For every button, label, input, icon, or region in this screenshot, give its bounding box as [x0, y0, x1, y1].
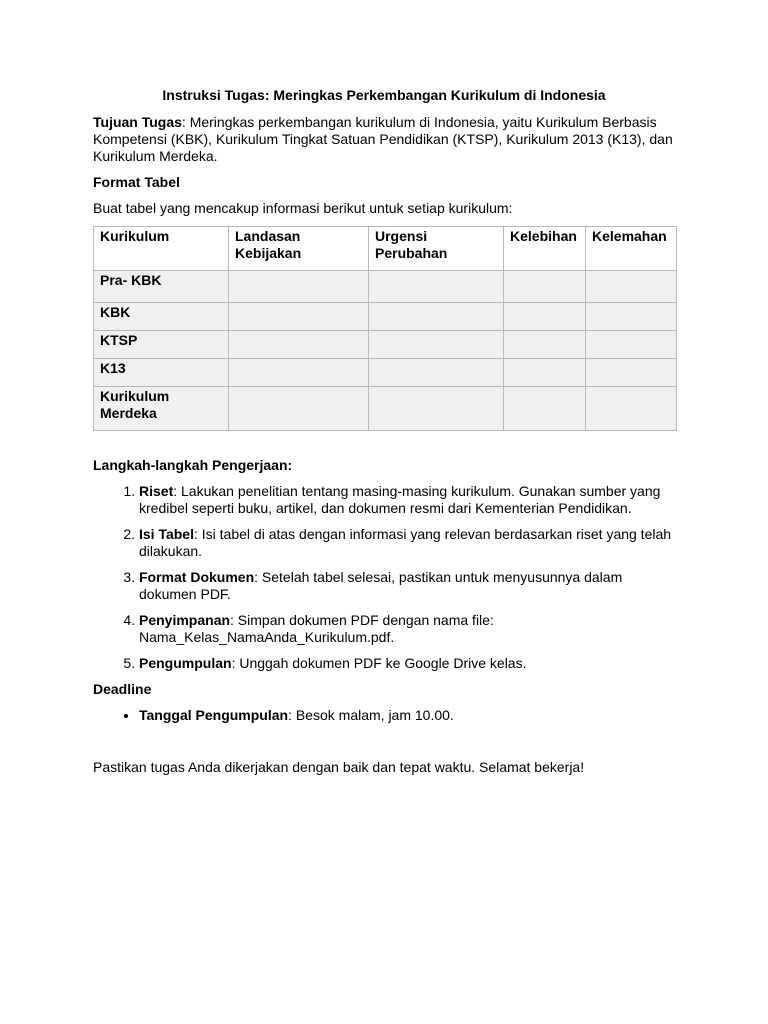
table-cell	[586, 303, 677, 331]
table-cell	[504, 331, 586, 359]
table-cell	[229, 271, 369, 303]
table-row	[94, 359, 677, 387]
step-label: Penyimpanan	[139, 612, 231, 628]
row-label-k13: K13	[94, 359, 229, 387]
step-text: : Isi tabel di atas dengan informasi yang relevan berdasarkan riset yang telah dilakukan.	[139, 526, 672, 559]
table-row	[94, 387, 677, 431]
table-cell	[504, 303, 586, 331]
deadline-item	[139, 707, 675, 724]
step-text: : Simpan dokumen PDF dengan nama file: Nama_Kelas_NamaAnda_Kurikulum.pdf.	[139, 612, 494, 645]
header-kurikulum: Kurikulum	[94, 227, 229, 271]
row-label-kbk: KBK	[94, 303, 229, 331]
document-page	[93, 87, 675, 776]
table-cell	[586, 387, 677, 431]
step-label: Pengumpulan	[139, 655, 232, 671]
table-cell	[229, 387, 369, 431]
step-text: : Unggah dokumen PDF ke Google Drive kelas.	[231, 655, 527, 671]
purpose-paragraph	[93, 114, 675, 165]
table-cell	[586, 331, 677, 359]
steps-heading: Langkah-langkah Pengerjaan:	[93, 457, 293, 473]
step-label: Isi Tabel	[139, 526, 194, 542]
closing-text: Pastikan tugas Anda dikerjakan dengan baik dan tepat waktu. Selamat bekerja!	[93, 759, 585, 775]
step-label: Format Dokumen	[139, 569, 255, 585]
header-kelebihan: Kelebihan	[504, 227, 586, 271]
steps-list	[93, 483, 675, 672]
step-item	[139, 655, 675, 672]
deadline-label: Tanggal Pengumpulan	[139, 707, 289, 723]
purpose-label: Tujuan Tugas	[93, 114, 182, 130]
row-label-pra-kbk: Pra- KBK	[94, 271, 229, 303]
deadline-heading: Deadline	[93, 681, 152, 697]
step-text: : Lakukan penelitian tentang masing-masing kurikulum. Gunakan sumber yang kredibel seperti buku, artikel, dan dokumen resmi dari Kementerian Pendidikan.	[139, 483, 661, 516]
table-cell	[504, 359, 586, 387]
table-cell	[369, 331, 504, 359]
step-item	[139, 612, 675, 646]
step-item	[139, 569, 675, 603]
row-label-kurikulum-merdeka: Kurikulum Merdeka	[94, 387, 229, 431]
table-cell	[504, 387, 586, 431]
page-title: Instruksi Tugas: Meringkas Perkembangan Kurikulum di Indonesia	[162, 87, 606, 103]
format-heading: Format Tabel	[93, 174, 180, 190]
step-item	[139, 483, 675, 517]
curriculum-table	[93, 226, 677, 431]
table-cell	[586, 359, 677, 387]
step-label: Riset	[139, 483, 174, 499]
step-text: : Setelah tabel selesai, pastikan untuk menyusunnya dalam dokumen PDF.	[139, 569, 623, 602]
table-cell	[504, 271, 586, 303]
table-row	[94, 303, 677, 331]
table-row	[94, 271, 677, 303]
format-intro: Buat tabel yang mencakup informasi berikut untuk setiap kurikulum:	[93, 200, 513, 216]
table-header-row	[94, 227, 677, 271]
row-label-ktsp: KTSP	[94, 331, 229, 359]
table-cell	[369, 359, 504, 387]
table-cell	[369, 387, 504, 431]
table-cell	[229, 331, 369, 359]
header-landasan-kebijakan: Landasan Kebijakan	[229, 227, 369, 271]
deadline-list	[93, 707, 675, 724]
table-cell	[369, 303, 504, 331]
step-item	[139, 526, 675, 560]
deadline-text: : Besok malam, jam 10.00.	[288, 707, 454, 723]
table-cell	[586, 271, 677, 303]
table-cell	[369, 271, 504, 303]
header-urgensi-perubahan: Urgensi Perubahan	[369, 227, 504, 271]
table-cell	[229, 359, 369, 387]
table-cell	[229, 303, 369, 331]
table-row	[94, 331, 677, 359]
header-kelemahan: Kelemahan	[586, 227, 677, 271]
purpose-text: : Meringkas perkembangan kurikulum di Indonesia, yaitu Kurikulum Berbasis Kompetensi (KBK), Kurikulum Tingkat Satuan Pendidikan (KTSP), Kurikulum 2013 (K13), dan Kurikulum Merdeka.	[93, 114, 673, 164]
